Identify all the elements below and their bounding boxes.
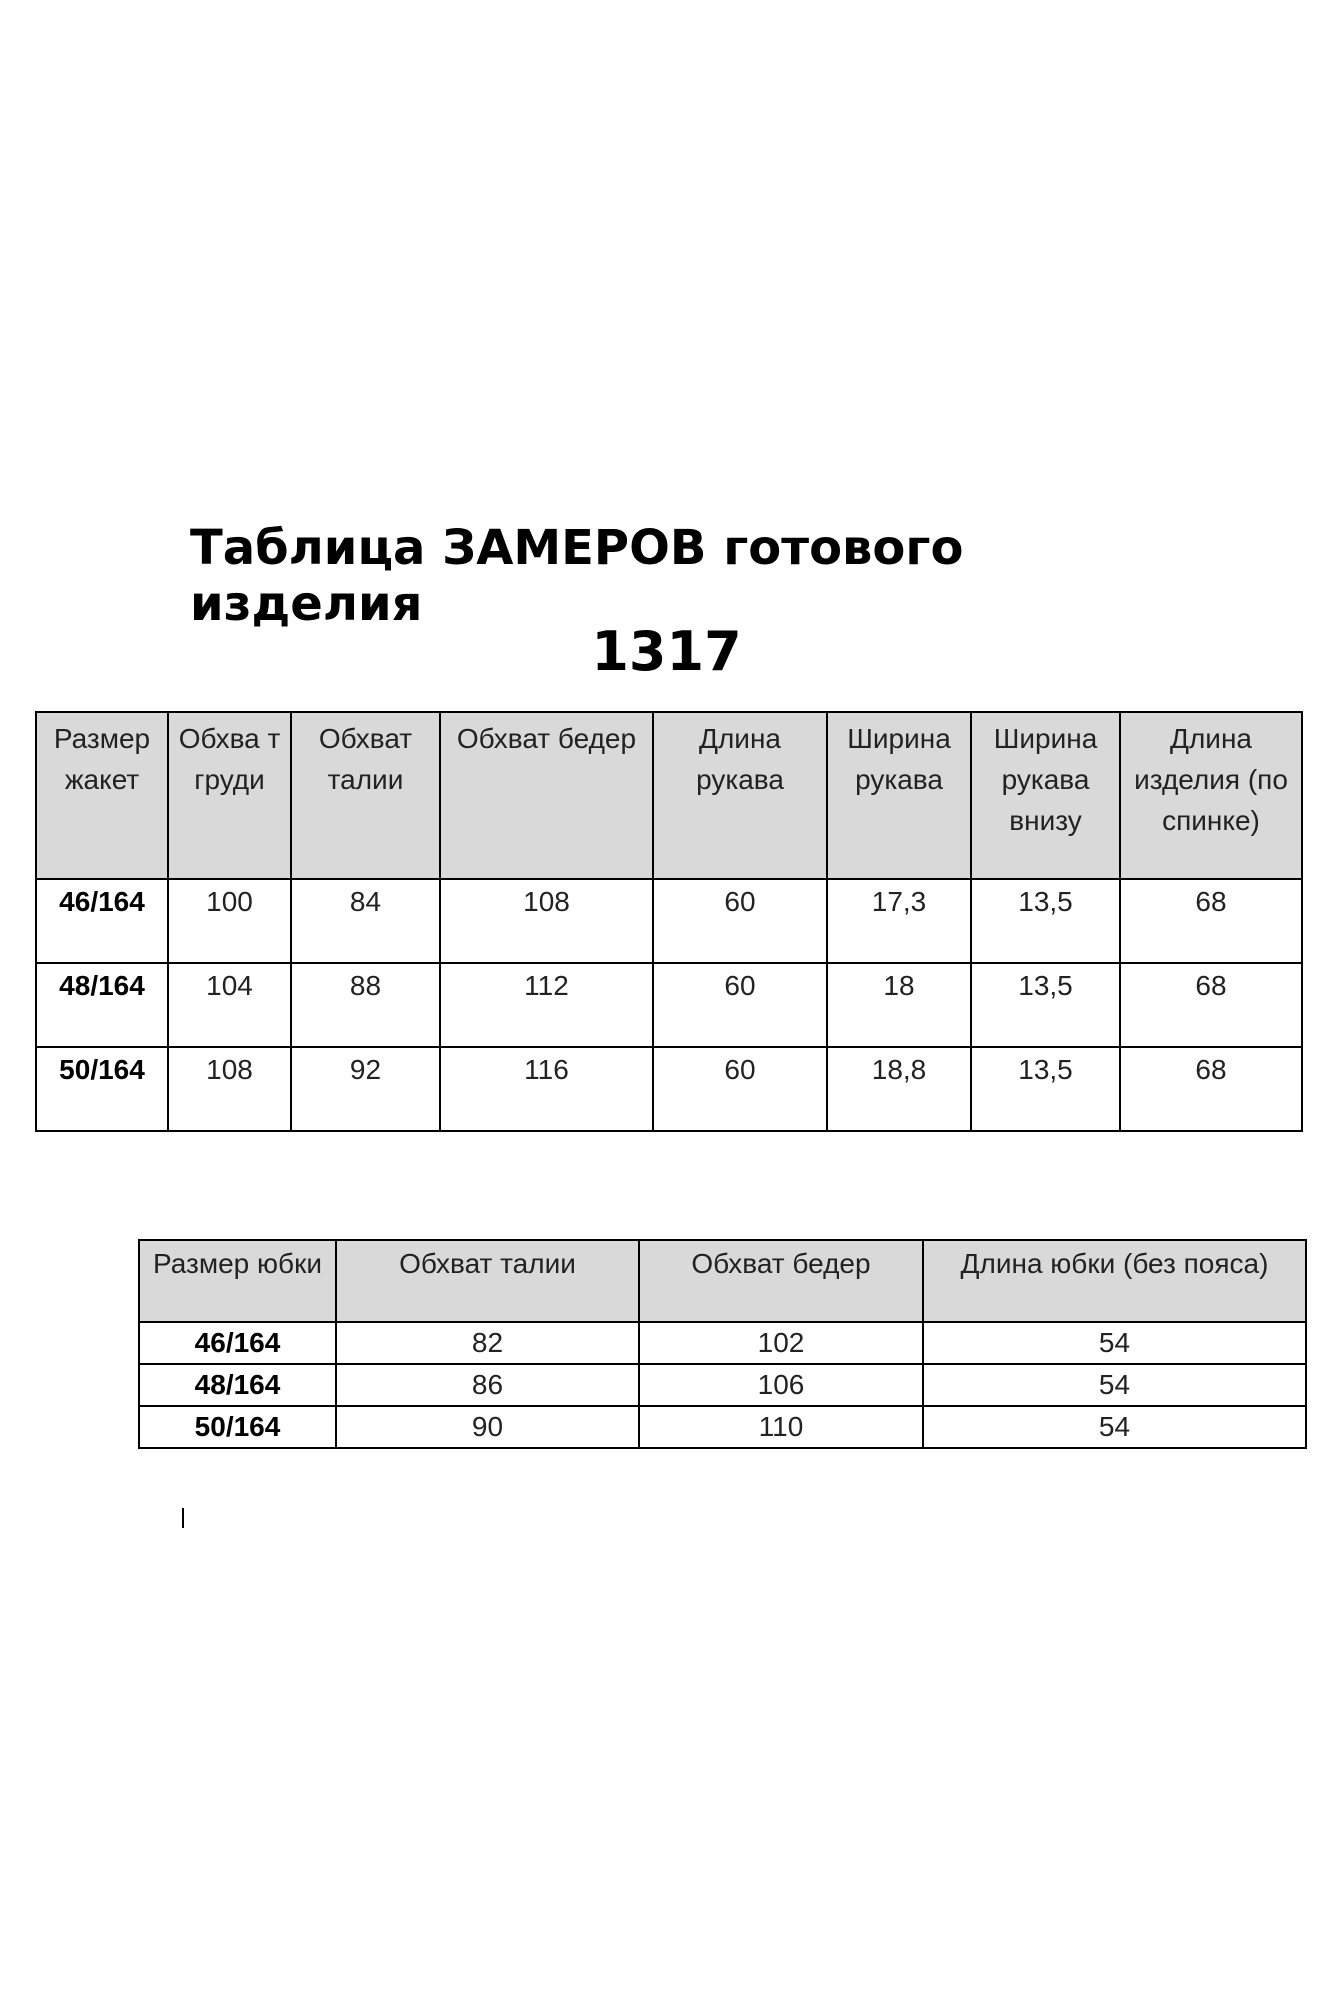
table-cell: 68 — [1120, 1047, 1302, 1131]
table-cell: 68 — [1120, 963, 1302, 1047]
header-cell: Ширина рукава внизу — [971, 712, 1120, 879]
table-cell: 82 — [336, 1322, 639, 1364]
table-cell: 54 — [923, 1364, 1306, 1406]
skirt-measurements-table — [138, 1239, 1307, 1449]
table-row — [36, 963, 1302, 1047]
table-cell: 60 — [653, 879, 827, 963]
header-cell: Обхват талии — [291, 712, 440, 879]
table-row — [139, 1322, 1306, 1364]
table-row — [36, 1047, 1302, 1131]
table-header-row — [139, 1240, 1306, 1322]
table-cell: 60 — [653, 963, 827, 1047]
table-row — [139, 1406, 1306, 1448]
table-cell: 13,5 — [971, 963, 1120, 1047]
table-cell: 108 — [440, 879, 653, 963]
table-cell: 86 — [336, 1364, 639, 1406]
text-cursor-mark — [182, 1508, 184, 1528]
header-cell: Ширина рукава — [827, 712, 971, 879]
table-cell: 60 — [653, 1047, 827, 1131]
table-cell: 18,8 — [827, 1047, 971, 1131]
table-cell: 18 — [827, 963, 971, 1047]
header-cell: Длина изделия (по спинке) — [1120, 712, 1302, 879]
size-cell: 48/164 — [139, 1364, 336, 1406]
table-cell: 54 — [923, 1322, 1306, 1364]
size-cell: 50/164 — [139, 1406, 336, 1448]
jacket-measurements-table — [35, 711, 1303, 1132]
size-cell: 50/164 — [36, 1047, 168, 1131]
table-cell: 84 — [291, 879, 440, 963]
table-cell: 112 — [440, 963, 653, 1047]
table-cell: 90 — [336, 1406, 639, 1448]
table-cell: 110 — [639, 1406, 923, 1448]
size-cell: 46/164 — [36, 879, 168, 963]
table-cell: 106 — [639, 1364, 923, 1406]
table-cell: 54 — [923, 1406, 1306, 1448]
table-cell: 88 — [291, 963, 440, 1047]
table-cell: 92 — [291, 1047, 440, 1131]
table-cell: 17,3 — [827, 879, 971, 963]
header-cell: Обхват бедер — [440, 712, 653, 879]
table-row — [36, 879, 1302, 963]
size-cell: 48/164 — [36, 963, 168, 1047]
header-cell: Обхват талии — [336, 1240, 639, 1322]
header-cell: Размер юбки — [139, 1240, 336, 1322]
table-cell: 68 — [1120, 879, 1302, 963]
size-cell: 46/164 — [139, 1322, 336, 1364]
table-cell: 108 — [168, 1047, 291, 1131]
table-cell: 104 — [168, 963, 291, 1047]
header-cell: Обхват бедер — [639, 1240, 923, 1322]
header-cell: Размер жакет — [36, 712, 168, 879]
table-cell: 13,5 — [971, 1047, 1120, 1131]
table-cell: 116 — [440, 1047, 653, 1131]
table-header-row — [36, 712, 1302, 879]
table-cell: 102 — [639, 1322, 923, 1364]
header-cell: Длина рукава — [653, 712, 827, 879]
table-cell: 13,5 — [971, 879, 1120, 963]
table-cell: 100 — [168, 879, 291, 963]
header-cell: Обхва т груди — [168, 712, 291, 879]
table-row — [139, 1364, 1306, 1406]
header-cell: Длина юбки (без пояса) — [923, 1240, 1306, 1322]
article-number: 1317 — [591, 620, 742, 683]
